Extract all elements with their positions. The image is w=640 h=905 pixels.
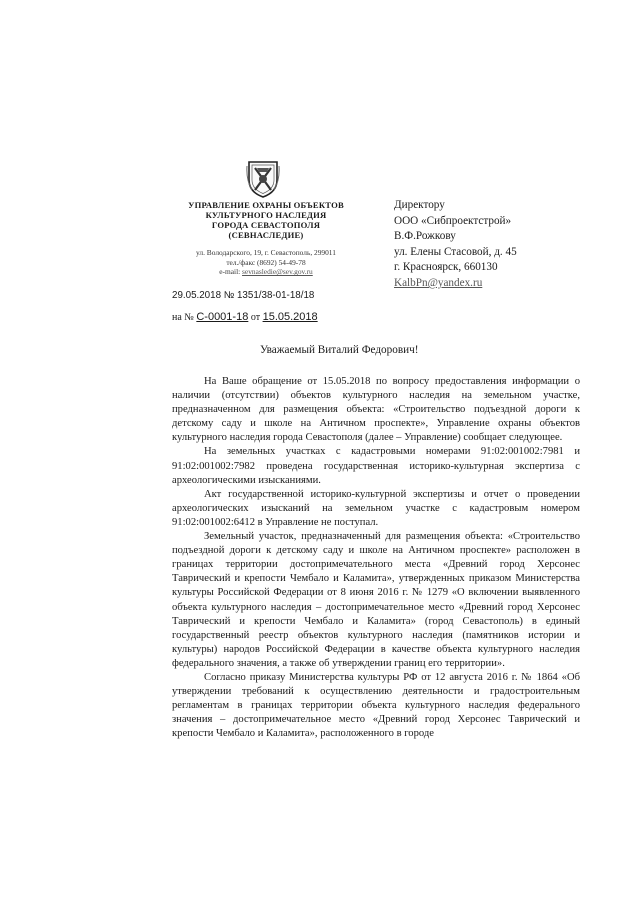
- sender-organization: [172, 200, 360, 240]
- recipient-email[interactable]: KalbPn@yandex.ru: [394, 276, 483, 289]
- outgoing-number: 29.05.2018 № 1351/38-01-18/18: [172, 290, 315, 301]
- recipient-block: [394, 198, 604, 292]
- sender-email[interactable]: sevnasledie@sev.gov.ru: [242, 267, 313, 277]
- recipient-line: В.Ф.Рожкову: [394, 230, 456, 243]
- org-line: УПРАВЛЕНИЕ ОХРАНЫ ОБЪЕКТОВ: [188, 200, 344, 210]
- sender-phone: тел./факс (8692) 54-49-78: [226, 257, 306, 267]
- recipient-line: г. Красноярск, 660130: [394, 261, 498, 274]
- sender-email-label: e-mail:: [219, 267, 241, 277]
- coat-of-arms-icon: [246, 160, 280, 198]
- incoming-reference: [172, 311, 318, 323]
- paragraph: На земельных участках с кадастровыми номерами 91:02:001002:7981 и 91:02:001002:7982 проведена государственная историко-культурная экспертиза с археологическими изысканиями.: [172, 446, 580, 486]
- recipient-line: Директору: [394, 199, 445, 211]
- incoming-prefix: на №: [172, 312, 194, 323]
- org-line: ГОРОДА СЕВАСТОПОЛЯ: [211, 220, 321, 230]
- paragraph: Земельный участок, предназначенный для размещения объекта: «Строительство подъездной дороги к детскому саду и школе на Античном проспекте» расположен в границах территории достопримечательного места «Древний город Херсонес Таврический и крепости Чембало и Каламита», утвержденных приказом Министерства культуры Российской Федерации от 8 июня 2016 г. № 1279 «О включении выявленного объекта культурного наследия – достопримечательное место «Древний город Херсонес Таврический и крепости Чембало и Каламита» (город Севастополь) в единый государственный реестр объектов культурного наследия (памятников истории и культуры) народов Российской Федерации в качестве объекта культурного наследия федерального значения, а также об утверждении границ его территории».: [172, 531, 580, 669]
- incoming-number: С-0001-18: [196, 311, 249, 323]
- sender-address: ул. Володарского, 19, г. Севастополь, 299011: [196, 248, 336, 257]
- sender-email-line: [172, 267, 360, 277]
- org-line: (СЕВНАСЛЕДИЕ): [228, 230, 304, 240]
- paragraph: Согласно приказу Министерства культуры РФ от 12 августа 2016 г. № 1864 «Об утверждении требований к осуществлению деятельности и градостроительным регламентам в границах территории объекта культурного наследия федерального значения – достопримечательное место «Древний город Херсонес Таврический и крепости Чембало и Каламита», расположенного в городе: [172, 671, 580, 740]
- org-line: КУЛЬТУРНОГО НАСЛЕДИЯ: [205, 210, 327, 220]
- paragraph: Акт государственной историко-культурной экспертизы и отчет о проведении археологических изысканий на земельном участке с кадастровым номером 91:02:001002:6412 в Управление не поступал.: [172, 488, 580, 528]
- recipient-line: ул. Елены Стасовой, д. 45: [394, 245, 517, 258]
- incoming-date: 15.05.2018: [262, 311, 318, 323]
- paragraph: На Ваше обращение от 15.05.2018 по вопросу предоставления информации о наличии (отсутствии) объектов культурного наследия на земельном участке, предназначенном для размещения объекта: «Строительство подъездной дороги к детскому саду и школе на Античном проспекте», Управление охраны объектов культурного наследия города Севастополя (далее – Управление) сообщает следующее.: [172, 376, 580, 444]
- letter-body: [172, 375, 580, 741]
- greeting: Уважаемый Виталий Федорович!: [260, 344, 419, 356]
- sender-contacts: [172, 248, 360, 277]
- incoming-from-label: от: [250, 312, 261, 323]
- recipient-line: ООО «Сибпроектстрой»: [394, 214, 512, 227]
